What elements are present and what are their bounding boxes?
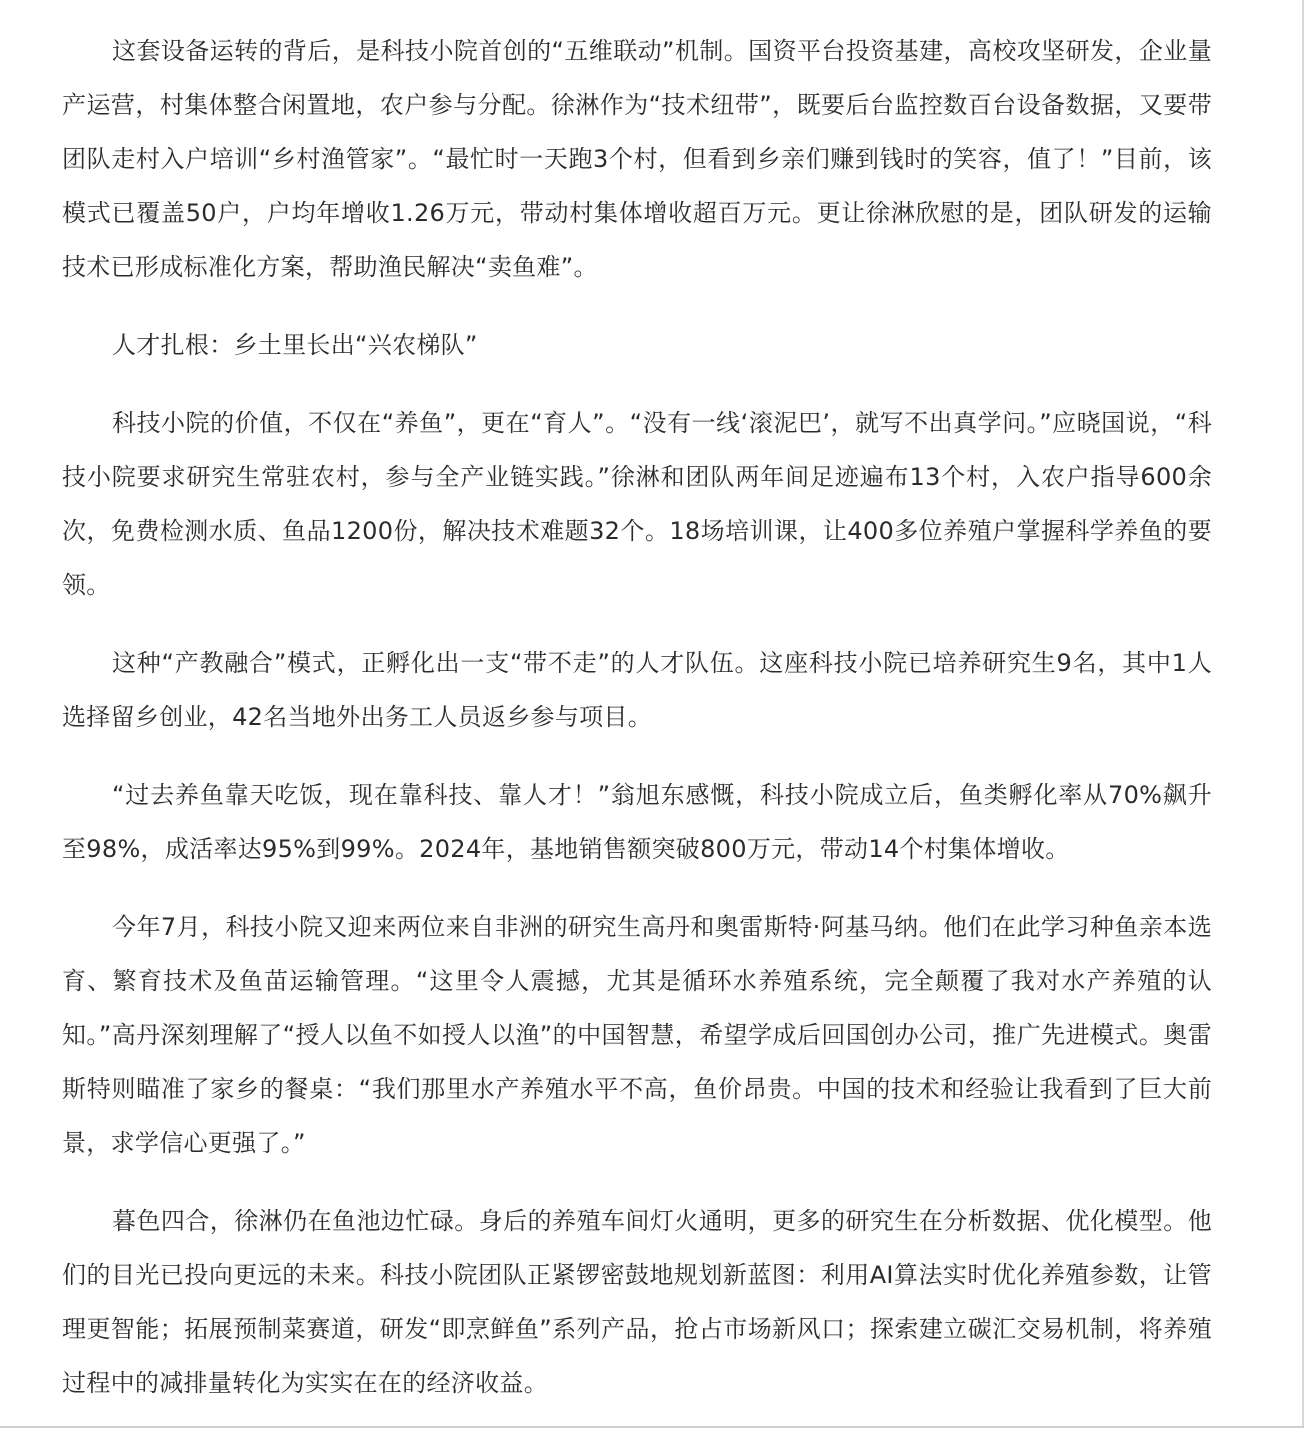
- paragraph-hatch-rate: “过去养鱼靠天吃饭，现在靠科技、靠人才！”翁旭东感慨，科技小院成立后，鱼类孵化率从70%飙升至98%，成活率达95%到99%。2024年，基地销售额突破800万元，带动14个村集体增收。: [62, 781, 1212, 863]
- paragraph-future-plan: 暮色四合，徐淋仍在鱼池边忙碌。身后的养殖车间灯火通明，更多的研究生在分析数据、优化模型。他们的目光已投向更远的未来。科技小院团队正紧锣密鼓地规划新蓝图：利用AI算法实时优化养殖参数，让管理更智能；拓展预制菜赛道，研发“即烹鲜鱼”系列产品，抢占市场新风口；探索建立碳汇交易机制，将养殖过程中的减排量转化为实实在在的经济收益。: [62, 1207, 1212, 1397]
- paragraph-five-dimension-mechanism: 这套设备运转的背后，是科技小院首创的“五维联动”机制。国资平台投资基建，高校攻坚研发，企业量产运营，村集体整合闲置地，农户参与分配。徐淋作为“技术纽带”，既要后台监控数百台设备数据，又要带团队走村入户培训“乡村渔管家”。“最忙时一天跑3个村，但看到乡亲们赚到钱时的笑容，值了！”目前，该模式已覆盖50户，户均年增收1.26万元，带动村集体增收超百万元。更让徐淋欣慰的是，团队研发的运输技术已形成标准化方案，帮助渔民解决“卖鱼难”。: [62, 37, 1212, 281]
- paragraph-industry-education: 这种“产教融合”模式，正孵化出一支“带不走”的人才队伍。这座科技小院已培养研究生9名，其中1人选择留乡创业，42名当地外出务工人员返乡参与项目。: [62, 649, 1212, 731]
- paragraph-african-students: 今年7月，科技小院又迎来两位来自非洲的研究生高丹和奥雷斯特·阿基马纳。他们在此学习种鱼亲本选育、繁育技术及鱼苗运输管理。“这里令人震撼，尤其是循环水养殖系统，完全颠覆了我对水产养殖的认知。”高丹深刻理解了“授人以鱼不如授人以渔”的中国智慧，希望学成后回国创办公司，推广先进模式。奥雷斯特则瞄准了家乡的餐桌：“我们那里水产养殖水平不高，鱼价昂贵。中国的技术和经验让我看到了巨大前景，求学信心更强了。”: [62, 913, 1212, 1157]
- paragraph-talent-value: 科技小院的价值，不仅在“养鱼”，更在“育人”。“没有一线‘滚泥巴’，就写不出真学问。”应晓国说，“科技小院要求研究生常驻农村，参与全产业链实践。”徐淋和团队两年间足迹遍布13个村，入农户指导600余次，免费检测水质、鱼品1200份，解决技术难题32个。18场培训课，让400多位养殖户掌握科学养鱼的要领。: [62, 409, 1212, 599]
- section-heading-talent: 人才扎根：乡土里长出“兴农梯队”: [112, 331, 478, 359]
- article-body: [62, 24, 1212, 1434]
